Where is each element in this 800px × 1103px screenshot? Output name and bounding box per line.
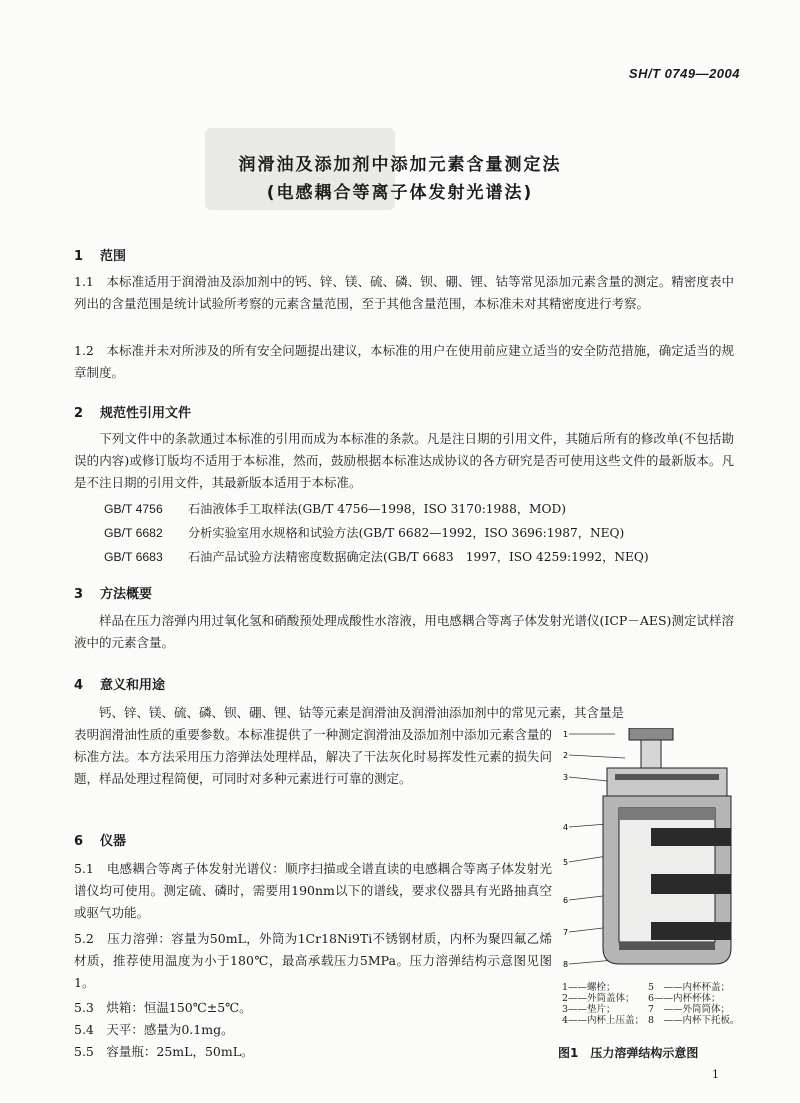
reference-item: GB/T 6682 分析实验室用水规格和试验方法(GB/T 6682—1992，ISO 3696:1987，NEQ) xyxy=(104,526,625,540)
paragraph-5-4: 5.4 天平：感量为0.1mg。 xyxy=(74,1022,234,1037)
callout-label: 5 xyxy=(563,858,569,867)
page-subtitle: (电感耦合等离子体发射光谱法) xyxy=(266,183,534,203)
paragraph-2: 下列文件中的条款通过本标准的引用而成为本标准的条款。凡是注日期的引用文件，其随后所有的修改单(不包括勘误的内容)或修订版均不适用于本标准，然而，鼓励根据本标准达成协议的各方研究是否可使用这些文件的最新版本。凡是不注日期的引用文件，其最新版本适用于本标准。 xyxy=(74,431,734,490)
inner-bottom-plate xyxy=(619,942,715,950)
callout-label: 8 xyxy=(563,960,569,969)
paragraph-1-1: 1.1 本标准适用于润滑油及添加剂中的钙、锌、镁、硫、磷、钡、硼、锂、钴等常见添加元素含量的测定。精密度表中列出的含量范围是统计试验所考察的元素含量范围，至于其他含量范围，本标准未对其精密度进行考察。 xyxy=(74,274,734,311)
band xyxy=(651,874,731,894)
legend-row: 4——内杯上压盖； 8 ——内杯下托板。 xyxy=(562,1015,740,1026)
figure-caption: 图1 压力溶弹结构示意图 xyxy=(558,1046,699,1060)
inner-upper-lid xyxy=(619,808,715,820)
legend-row: 2——外筒盖体； 6——内杯杯体； xyxy=(562,993,721,1004)
paragraph-5-5: 5.5 容量瓶：25mL，50mL。 xyxy=(74,1044,254,1059)
section-heading-4: 4 意义和用途 xyxy=(74,678,166,693)
bolt-head xyxy=(629,728,673,740)
band xyxy=(651,922,731,940)
paragraph-5-3: 5.3 烘箱：恒温150℃±5℃。 xyxy=(74,1000,252,1015)
legend-row: 1——螺栓； 5 ——内杯杯盖； xyxy=(562,982,731,993)
section-heading-6: 6 仪器 xyxy=(74,834,127,849)
paragraph-5-2: 5.2 压力溶弹：容量为50mL，外筒为1Cr18Ni9Ti不锈钢材质，内杯为聚四氟乙烯材质，推荐使用温度为小于180℃，最高承载压力5MPa。压力溶弹结构示意图见图1。 xyxy=(74,931,552,990)
legend-row: 3——垫片； 7 ——外筒筒体； xyxy=(562,1004,731,1015)
paragraph-4: 表明润滑油性质的重要参数。本标准提供了一种测定润滑油及添加剂中添加元素含量的标准方法。本方法采用压力溶弹法处理样品，解决了干法灰化时易挥发性元素的损失问题，样品处理过程简便，可同时对多种元素进行可靠的测定。 xyxy=(74,727,552,786)
outer-cap xyxy=(607,768,727,796)
paragraph-5-1: 5.1 电感耦合等离子体发射光谱仪：顺序扫描或全谱直读的电感耦合等离子体发射光谱仪均可使用。测定硫、磷时，需要用190nm以下的谱线，要求仪器具有光路抽真空或驱气功能。 xyxy=(74,861,552,920)
paragraph-3: 样品在压力溶弹内用过氧化氢和硝酸预处理成酸性水溶液，用电感耦合等离子体发射光谱仪(ICP－AES)测定试样溶液中的元素含量。 xyxy=(74,613,734,650)
reference-item: GB/T 6683 石油产品试验方法精密度数据确定法(GB/T 6683 1997，ISO 4259:1992，NEQ) xyxy=(104,550,649,564)
band xyxy=(651,828,731,846)
callout-label: 4 xyxy=(563,823,569,832)
callout-label: 1 xyxy=(563,730,569,739)
paragraph-4-first-line: 钙、锌、镁、硫、磷、钡、硼、锂、钴等元素是润滑油及润滑油添加剂中的常见元素，其含量是 xyxy=(74,705,625,720)
gasket xyxy=(615,774,719,780)
section-heading-2: 2 规范性引用文件 xyxy=(74,406,192,421)
section-heading-3: 3 方法概要 xyxy=(74,587,153,602)
callout-label: 3 xyxy=(563,773,569,782)
callout-label: 2 xyxy=(563,751,569,760)
callout-label: 7 xyxy=(563,928,569,937)
reference-item: GB/T 4756 石油液体手工取样法(GB/T 4756—1998，ISO 3170:1988，MOD) xyxy=(104,502,567,516)
pressure-bomb-diagram xyxy=(555,728,735,976)
paragraph-1-2: 1.2 本标准并未对所涉及的所有安全问题提出建议，本标准的用户在使用前应建立适当的安全防范措施，确定适当的规章制度。 xyxy=(74,343,734,380)
figure-legend xyxy=(562,982,740,1026)
callout-label: 6 xyxy=(563,896,569,905)
page-number: 1 xyxy=(712,1068,719,1081)
standard-code: SH/T 0749—2004 xyxy=(628,66,740,81)
page-title: 润滑油及添加剂中添加元素含量测定法 xyxy=(238,155,562,175)
section-heading-1: 1 范围 xyxy=(74,249,127,264)
